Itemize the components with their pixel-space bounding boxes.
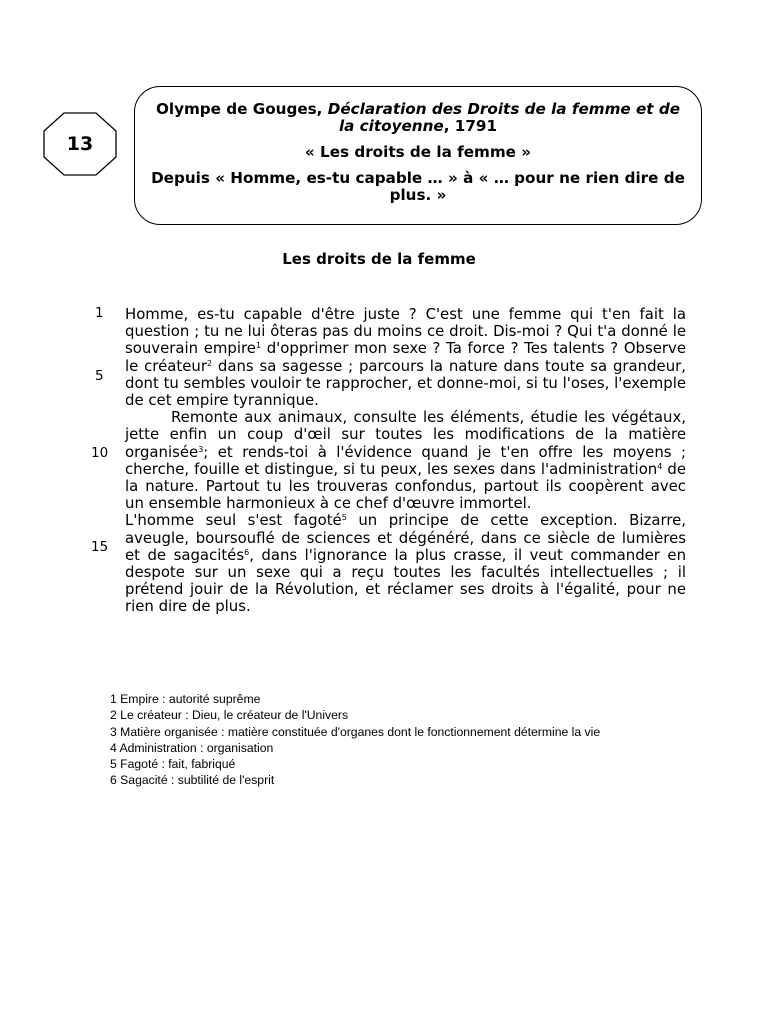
paragraph-1 — [125, 306, 686, 409]
badge-number: 13 — [66, 133, 94, 155]
paragraph-2 — [125, 409, 686, 512]
line-number-1: 1 — [95, 305, 104, 321]
footnote-2: 2 Le créateur : Dieu, le créateur de l'Univers — [110, 708, 349, 723]
paragraph-1-part-2: d'opprimer mon sexe ? Ta force ? Tes talents ? Observe le créateur — [125, 339, 686, 375]
page-title: Les droits de la femme — [282, 250, 476, 268]
number-badge — [43, 112, 117, 176]
footnote-4: 4 Administration : organisation — [110, 740, 274, 755]
footnote-ref-2: 2 — [206, 358, 213, 368]
header-source — [149, 101, 687, 135]
footnote-3: 3 Matière organisée : matière constituée d'organes dont le fonctionnement détermine la vie — [110, 724, 601, 739]
footnotes — [110, 691, 600, 789]
header-work-title: Déclaration des Droits de la femme et de la citoyenne — [327, 100, 681, 135]
footnote-6: 6 Sagacité : subtilité de l'esprit — [110, 773, 275, 788]
main-text — [125, 306, 686, 616]
footnote-1: 1 Empire : autorité suprême — [110, 692, 261, 706]
paragraph-1-part-1: Homme, es-tu capable d'être juste ? C'est une femme qui t'en fait la question ; tu ne lui ôteras pas du moins ce droit. Dis-moi ? Qui t'a donné le souverain empire — [125, 305, 686, 358]
header-author: Olympe de Gouges, — [155, 100, 328, 118]
paragraph-2-part-2: ; et rends-toi à l'évidence quand je t'en offre les moyens ; cherche, fouille et distingue, si tu peux, les sexes dans l'administration — [125, 442, 686, 478]
footnote-ref-5: 5 — [341, 513, 347, 523]
paragraph-3-part-3: , dans l'ignorance la plus crasse, il veut commander en despote sur un sexe qui a reçu toutes les facultés intellectuelles ; il prétend jouir de la Révolution, et réclamer ses droits à l'égalité, pour ne rien dire de plus. — [125, 545, 687, 616]
paragraph-3-part-1: L'homme seul s'est fagoté — [125, 511, 342, 530]
paragraph-3 — [125, 512, 686, 615]
footnote-ref-4: 4 — [657, 461, 663, 471]
paragraph-2-part-1: Remonte aux animaux, consulte les éléments, étudie les végétaux, jette enfin un coup d'œil sur toutes les modifications de la matière organisée — [125, 408, 686, 461]
footnote-ref-1: 1 — [255, 341, 262, 351]
header-year: , 1791 — [443, 117, 498, 135]
footnote-5: 5 Fagoté : fait, fabriqué — [110, 757, 236, 772]
header-excerpt-title: « Les droits de la femme » — [304, 143, 532, 161]
paragraph-2-part-3: de la nature. Partout tu les trouveras confondus, partout ils coopèrent avec un ensemble harmonieux à ce chef d'œuvre immortel. — [125, 459, 686, 513]
line-number-5: 5 — [95, 368, 104, 384]
header-excerpt-range: Depuis « Homme, es-tu capable … » à « … pour ne rien dire de plus. » — [151, 169, 685, 204]
header-box — [134, 86, 702, 225]
line-number-15: 15 — [91, 539, 109, 555]
paragraph-1-part-3: dans sa sagesse ; parcours la nature dans toute sa grandeur, dont tu sembles vouloir te rapprocher, et donne-moi, si tu l'oses, l'exemple de cet empire tyrannique. — [125, 356, 687, 410]
footnote-ref-6: 6 — [244, 547, 250, 557]
line-number-10: 10 — [91, 445, 109, 461]
paragraph-3-part-2: un principe de cette exception. Bizarre, aveugle, boursouflé de sciences et dégénéré, dans ce siècle de lumières et de sagacités — [125, 511, 687, 564]
footnote-ref-3: 3 — [198, 444, 204, 454]
